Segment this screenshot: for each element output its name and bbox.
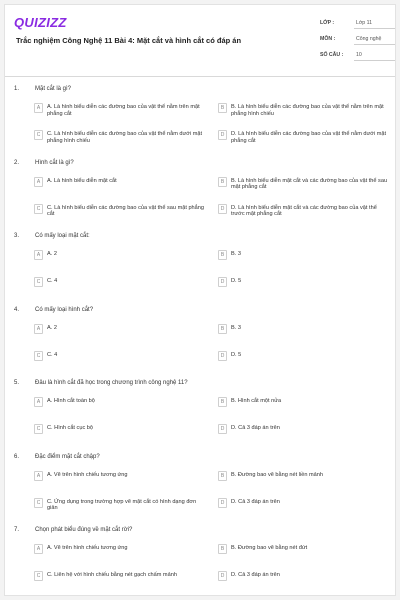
meta-row-subject [320, 34, 395, 50]
option-checkbox[interactable]: D [218, 571, 227, 581]
option-checkbox[interactable]: B [218, 324, 227, 334]
option-text: Hình cắt cục bộ [54, 425, 94, 431]
meta-row-class [320, 18, 395, 34]
option-letter: C. [47, 351, 53, 358]
option-checkbox[interactable]: C [34, 424, 43, 434]
option-letter: A. [47, 177, 53, 184]
question-text: Hình cắt là gì? [35, 159, 74, 166]
option-checkbox[interactable]: A [34, 397, 43, 407]
question-item [5, 302, 396, 376]
option-text: Cả 3 đáp án trên [238, 498, 280, 505]
question-number: 4. [14, 306, 20, 313]
question-text: Có mấy loại hình cắt? [35, 306, 94, 313]
option-checkbox[interactable]: C [34, 277, 43, 287]
option-text: 2 [53, 251, 57, 257]
question-item [5, 449, 396, 523]
option-text: Hình cắt một nửa [237, 398, 282, 404]
question-number: 1. [14, 86, 20, 92]
question-text: Đâu là hình cắt đã học trong chương trình công nghệ 11? [35, 380, 188, 386]
option-label [231, 325, 391, 332]
option-label [231, 205, 391, 219]
option-label [47, 352, 207, 359]
option-text: 4 [54, 278, 58, 284]
option-letter: A. [47, 471, 53, 478]
option-checkbox[interactable]: B [218, 397, 227, 407]
worksheet-title: Trắc nghiệm Công Nghệ 11 Bài 4: Mặt cắt và hình cắt có đáp án [16, 36, 242, 45]
option-letter: B. [231, 177, 237, 184]
option-label [47, 398, 207, 405]
option-text: Vẽ trên hình chiếu tương ứng [53, 545, 128, 551]
option-checkbox[interactable]: A [34, 103, 43, 113]
option-label [47, 472, 207, 479]
option-checkbox[interactable]: C [34, 498, 43, 508]
question-list [5, 81, 396, 596]
question-number: 5. [14, 380, 20, 386]
option-text: Vẽ trên hình chiếu tương ứng [53, 471, 128, 478]
option-label [231, 472, 391, 479]
option-label [47, 251, 207, 258]
question-number: 3. [14, 233, 20, 239]
option-text: Là hình biểu diễn các đường bao của vật thể nằm dưới mặt phẳng hình chiếu [47, 131, 203, 144]
option-label [231, 499, 391, 506]
option-text: 5 [238, 351, 242, 358]
option-text: Cả 3 đáp án trên [238, 425, 280, 431]
option-letter: C. [47, 572, 53, 578]
option-letter: D. [231, 278, 237, 284]
meta-label: SỐ CÂU : [320, 52, 344, 58]
meta-label: MÔN : [320, 36, 336, 42]
question-text: Chọn phát biểu đúng về mặt cắt rời? [35, 527, 133, 533]
option-checkbox[interactable]: B [218, 103, 227, 113]
option-text: Cả 3 đáp án trên [238, 572, 280, 578]
option-label [47, 425, 207, 432]
option-letter: A. [47, 104, 53, 110]
option-checkbox[interactable]: D [218, 498, 227, 508]
option-letter: A. [47, 545, 53, 551]
question-item [5, 81, 396, 155]
option-label [47, 104, 207, 118]
question-text: Đặc điểm mặt cắt chập? [35, 453, 100, 460]
option-text: 3 [237, 251, 241, 257]
quizizz-logo: QUIZIZZ [14, 15, 67, 30]
option-label [47, 545, 207, 552]
option-checkbox[interactable]: D [218, 277, 227, 287]
option-text: Hình cắt toàn bộ [53, 398, 95, 404]
question-item [5, 155, 396, 229]
option-text: Đường bao vẽ bằng nét liền mảnh [237, 471, 324, 478]
option-text: Ứng dụng trong trường hợp vẽ mặt cắt có hình dạng đơn giản [47, 498, 197, 512]
option-letter: A. [47, 398, 53, 404]
option-checkbox[interactable]: B [218, 250, 227, 260]
option-label [47, 572, 207, 579]
option-letter: A. [47, 251, 53, 257]
option-text: Là hình biểu diễn mặt cắt [53, 177, 117, 184]
option-text: Liên hệ với hình chiếu bằng nét gạch chấm mảnh [54, 572, 177, 578]
option-label [231, 131, 391, 145]
option-checkbox[interactable]: A [34, 250, 43, 260]
option-letter: C. [47, 204, 53, 211]
option-text: Là hình biểu diễn các đường bao của vật thể sau mặt phẳng cắt [47, 204, 205, 218]
option-letter: B. [231, 471, 237, 478]
option-letter: B. [231, 251, 237, 257]
option-label [47, 278, 207, 285]
option-text: Là hình biểu diễn các đường bao của vật thể nằm dưới mặt phẳng cắt [231, 131, 387, 144]
option-letter: D. [231, 425, 237, 431]
option-checkbox[interactable]: C [34, 351, 43, 361]
option-checkbox[interactable]: C [34, 204, 43, 214]
option-label [231, 545, 391, 552]
option-checkbox[interactable]: A [34, 324, 43, 334]
meta-value: Lớp 11 [354, 18, 396, 29]
option-letter: C. [47, 278, 53, 284]
option-checkbox[interactable]: A [34, 544, 43, 554]
option-checkbox[interactable]: B [218, 177, 227, 187]
question-number: 7. [14, 527, 20, 533]
option-letter: D. [231, 351, 237, 358]
question-item [5, 375, 396, 449]
option-checkbox[interactable]: D [218, 130, 227, 140]
option-checkbox[interactable]: A [34, 471, 43, 481]
option-letter: B. [231, 545, 237, 551]
option-letter: D. [231, 498, 237, 505]
option-label [47, 205, 207, 219]
meta-label: LỚP : [320, 20, 335, 26]
option-text: 4 [54, 351, 58, 358]
option-checkbox[interactable]: A [34, 177, 43, 187]
meta-value: 10 [354, 50, 396, 61]
option-checkbox[interactable]: D [218, 204, 227, 214]
question-item [5, 228, 396, 302]
option-label [231, 178, 391, 192]
option-label [231, 104, 391, 118]
worksheet-header [5, 5, 395, 77]
option-text: Đường bao vẽ bằng nét đứt [237, 545, 308, 551]
option-label [47, 499, 207, 513]
option-checkbox[interactable]: B [218, 544, 227, 554]
option-text: Là hình biểu diễn mặt cắt và các đường bao của vật thể sau mặt phẳng cắt [231, 177, 388, 191]
option-label [231, 425, 391, 432]
option-label [231, 352, 391, 359]
meta-panel [320, 18, 395, 66]
option-checkbox[interactable]: C [34, 571, 43, 581]
option-text: 5 [238, 278, 242, 284]
question-text: Có mấy loại mặt cắt: [35, 233, 90, 239]
option-label [231, 572, 391, 579]
option-letter: B. [231, 324, 237, 331]
option-label [47, 325, 207, 332]
option-letter: D. [231, 572, 237, 578]
question-number: 2. [14, 159, 20, 166]
option-checkbox[interactable]: B [218, 471, 227, 481]
meta-value: Công nghệ [354, 34, 396, 45]
option-checkbox[interactable]: D [218, 424, 227, 434]
option-text: 3 [237, 324, 241, 331]
option-text: 2 [53, 324, 57, 331]
option-label [47, 178, 207, 185]
option-letter: C. [47, 131, 53, 137]
option-letter: A. [47, 324, 53, 331]
worksheet-page [4, 4, 396, 596]
question-item [5, 522, 396, 596]
option-text: Là hình biểu diễn các đường bao của vật thể nằm trên mặt phẳng cắt [47, 104, 200, 117]
option-label [231, 398, 391, 405]
option-label [231, 251, 391, 258]
option-checkbox[interactable]: C [34, 130, 43, 140]
option-letter: B. [231, 104, 237, 110]
option-letter: D. [231, 131, 237, 137]
option-letter: B. [231, 398, 237, 404]
option-label [47, 131, 207, 145]
option-label [231, 278, 391, 285]
question-text: Mặt cắt là gì? [35, 86, 72, 92]
question-number: 6. [14, 453, 20, 460]
option-text: Là hình biểu diễn các đường bao của vật thể nằm trên mặt phẳng hình chiếu [231, 104, 384, 117]
meta-row-count [320, 50, 395, 66]
option-text: Là hình biểu diễn mặt cắt và các đường bao của vật thể trước mặt phẳng cắt [231, 204, 377, 218]
option-checkbox[interactable]: D [218, 351, 227, 361]
option-letter: C. [47, 498, 53, 505]
option-letter: C. [47, 425, 53, 431]
option-letter: D. [231, 204, 237, 211]
